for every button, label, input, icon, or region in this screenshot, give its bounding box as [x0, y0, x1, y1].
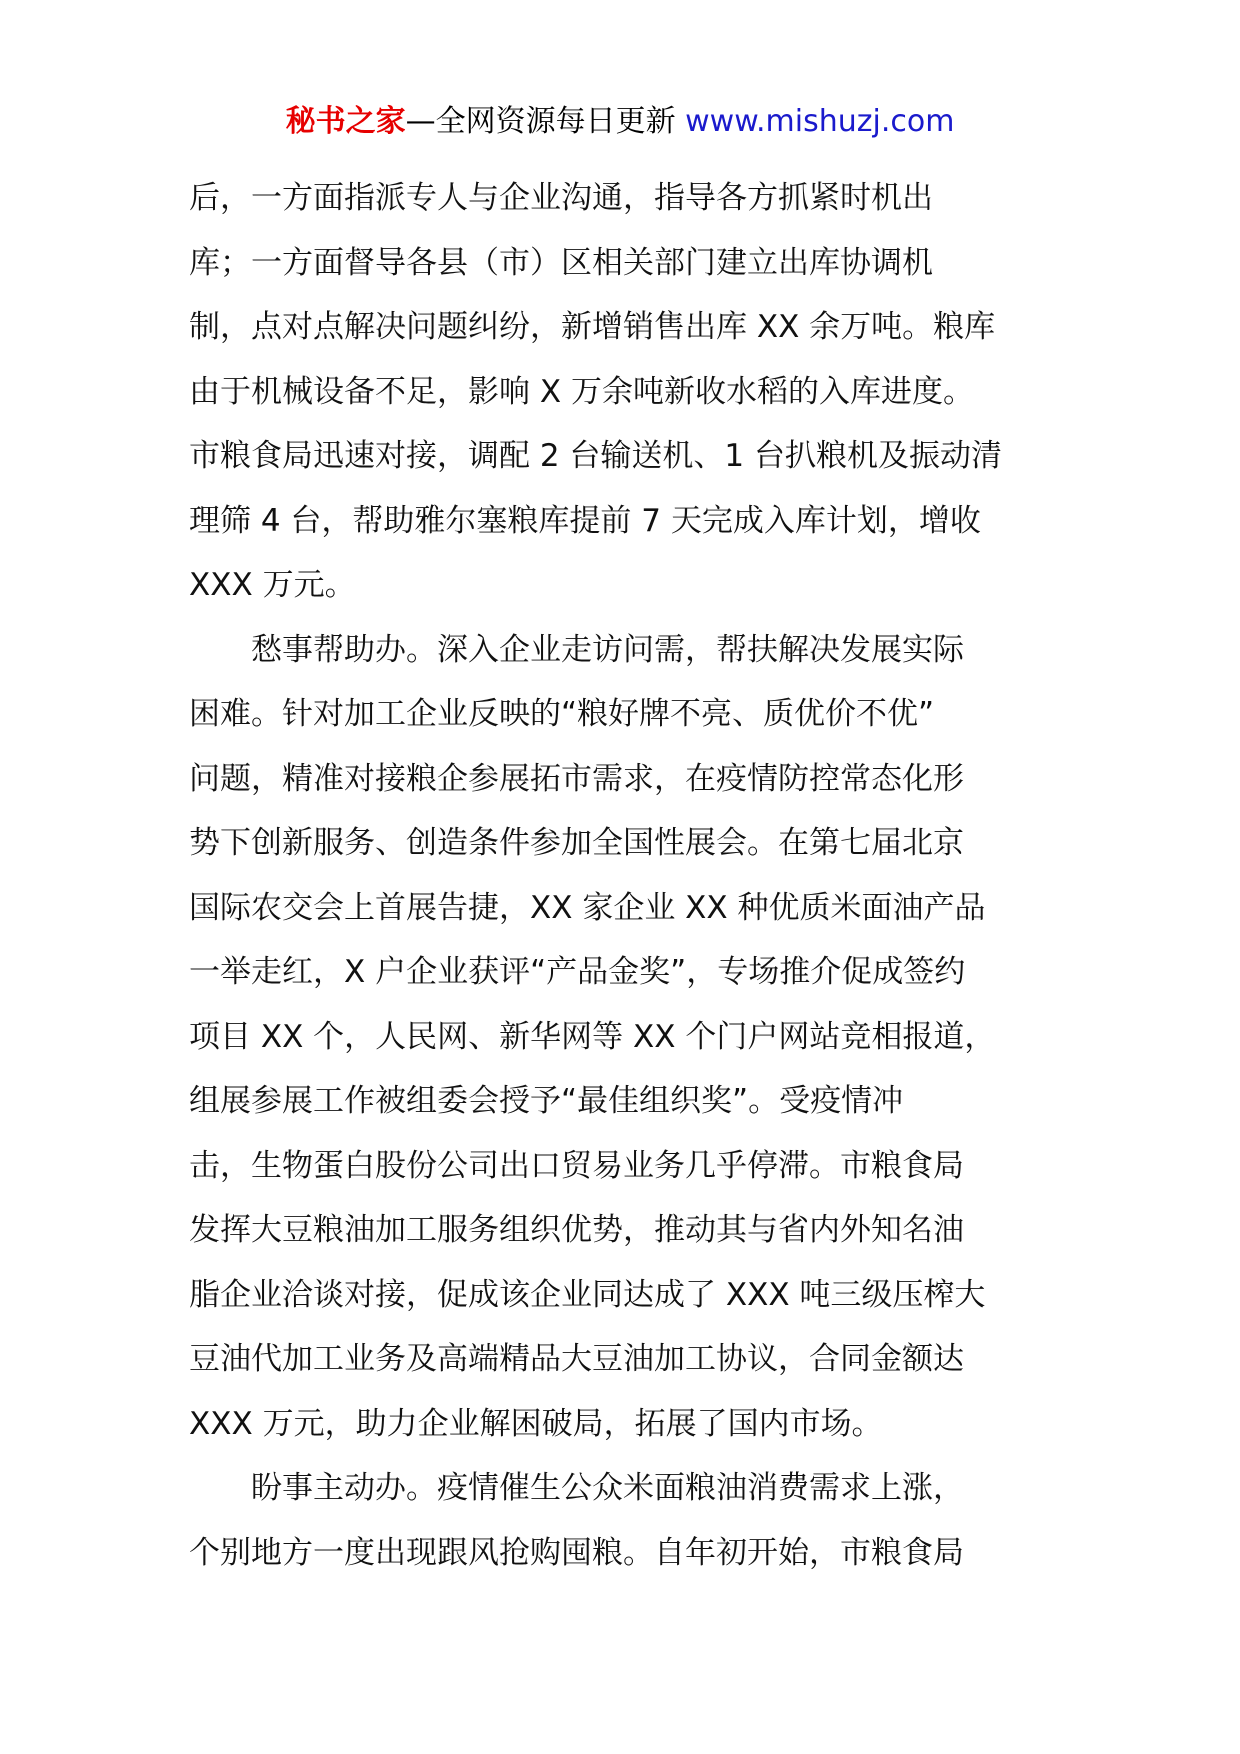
text-line: 发挥大豆粮油加工服务组织优势，推动其与省内外知名油: [189, 1212, 964, 1248]
text-line: 后，一方面指派专人与企业沟通，指导各方抓紧时机出: [189, 180, 933, 216]
text-line: 项目 XX 个，人民网、新华网等 XX 个门户网站竞相报道，: [189, 1018, 996, 1055]
text-line: 市粮食局迅速对接，调配 2 台输送机、1 台扒粮机及振动清: [189, 438, 1003, 474]
text-line: 库；一方面督导各县（市）区相关部门建立出库协调机: [189, 244, 933, 281]
text-line: 豆油代加工业务及高端精品大豆油加工协议，合同金额达: [189, 1341, 964, 1377]
text-line: 问题，精准对接粮企参展拓市需求，在疫情防控常态化形: [189, 760, 964, 797]
document-body: [189, 166, 1059, 1585]
text-line: 击，生物蛋白股份公司出口贸易业务几乎停滞。市粮食局: [189, 1147, 964, 1184]
text-line: 愁事帮助办。深入企业走访问需，帮扶解决发展实际: [251, 631, 964, 668]
header-slogan: —全网资源每日更新: [405, 104, 686, 139]
page-header: [0, 102, 1240, 142]
text-line: 盼事主动办。疫情催生公众米面粮油消费需求上涨，: [251, 1470, 964, 1506]
text-line: 脂企业洽谈对接，促成该企业同达成了 XXX 吨三级压榨大: [189, 1276, 986, 1313]
text-line: 理筛 4 台，帮助雅尔塞粮库提前 7 天完成入库计划，增收: [189, 502, 981, 539]
text-line: 一举走红，X 户企业获评“产品金奖”，专场推介促成签约: [189, 954, 966, 990]
text-line: XXX 万元。: [189, 567, 356, 603]
text-line: 组展参展工作被组委会授予“最佳组织奖”。受疫情冲: [189, 1083, 904, 1119]
text-line: 国际农交会上首展告捷，XX 家企业 XX 种优质米面油产品: [189, 889, 986, 926]
text-line: 由于机械设备不足，影响 X 万余吨新收水稻的入库进度。: [189, 373, 974, 410]
text-line: 势下创新服务、创造条件参加全国性展会。在第七届北京: [189, 825, 964, 861]
text-line: 困难。针对加工企业反映的“粮好牌不亮、质优价不优”: [189, 696, 935, 732]
text-line: 个别地方一度出现跟风抢购囤粮。自年初开始，市粮食局: [189, 1534, 964, 1571]
text-line: XXX 万元，助力企业解困破局，拓展了国内市场。: [189, 1405, 883, 1442]
brand-name: 秘书之家: [285, 104, 406, 139]
header-url-link[interactable]: www.mishuzj.com: [685, 104, 955, 139]
text-line: 制，点对点解决问题纠纷，新增销售出库 XX 余万吨。粮库: [189, 309, 996, 345]
